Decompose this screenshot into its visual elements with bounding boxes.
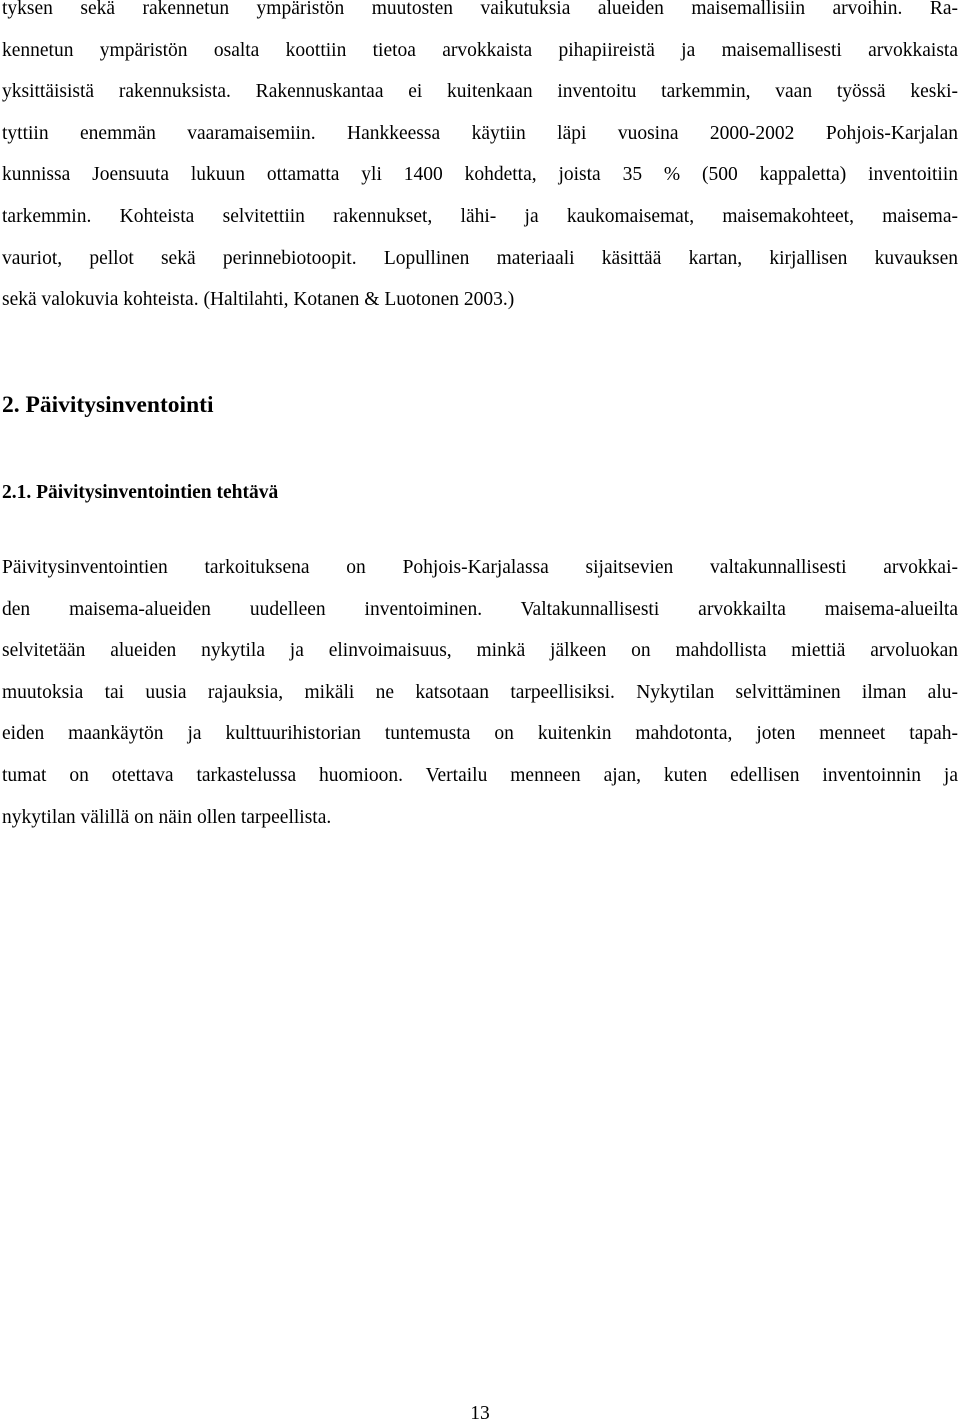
text-line: kennetun ympäristön osalta koottiin tietoa arvokkaista pihapiireistä ja maisemallisesti arvokkaista — [2, 39, 958, 61]
text-line: vauriot, pellot sekä perinnebiotoopit. Lopullinen materiaali käsittää kartan, kirjallisen kuvauksen — [2, 247, 958, 269]
text-line: muutoksia tai uusia rajauksia, mikäli ne katsotaan tarpeellisiksi. Nykytilan selvittäminen ilman alu- — [2, 681, 958, 703]
body-paragraph-1 — [2, 0, 958, 321]
text-line: tumat on otettava tarkastelussa huomioon. Vertailu menneen ajan, kuten edellisen inventoinnin ja — [2, 764, 958, 786]
text-line: tyksen sekä rakennetun ympäristön muutosten vaikutuksia alueiden maisemallisiin arvoihin. Ra- — [2, 0, 958, 19]
text-line: nykytilan välillä on näin ollen tarpeellista. — [2, 806, 332, 828]
text-line: yksittäisistä rakennuksista. Rakennuskantaa ei kuitenkaan inventoitu tarkemmin, vaan työssä keski- — [2, 81, 958, 103]
text-line: sekä valokuvia kohteista. (Haltilahti, Kotanen & Luotonen 2003.) — [2, 289, 515, 311]
text-line: eiden maankäytön ja kulttuurihistorian tuntemusta on kuitenkin mahdotonta, joten menneet tapah- — [2, 723, 958, 745]
text-line: kunnissa Joensuuta lukuun ottamatta yli 1400 kohdetta, joista 35 % (500 kappaletta) inventoitiin — [2, 164, 958, 186]
body-paragraph-2 — [2, 547, 958, 838]
text-line: den maisema-alueiden uudelleen inventoiminen. Valtakunnallisesti arvokkailta maisema-alueilta — [2, 598, 958, 620]
text-line: selvitetään alueiden nykytila ja elinvoimaisuus, minkä jälkeen on mahdollista miettiä arvoluokan — [2, 640, 958, 662]
section-heading: 2. Päivitysinventointi — [2, 392, 214, 418]
page-number: 13 — [470, 1403, 490, 1424]
text-line: Päivitysinventointien tarkoituksena on Pohjois-Karjalassa sijaitsevien valtakunnallisesti arvokkai- — [2, 557, 958, 578]
text-line: tarkemmin. Kohteista selvitettiin rakennukset, lähi- ja kaukomaisemat, maisemakohteet, maisema- — [2, 205, 958, 227]
text-line: tyttiin enemmän vaaramaisemiin. Hankkeessa käytiin läpi vuosina 2000-2002 Pohjois-Karjalan — [2, 122, 958, 144]
subsection-heading: 2.1. Päivitysinventointien tehtävä — [2, 482, 279, 503]
